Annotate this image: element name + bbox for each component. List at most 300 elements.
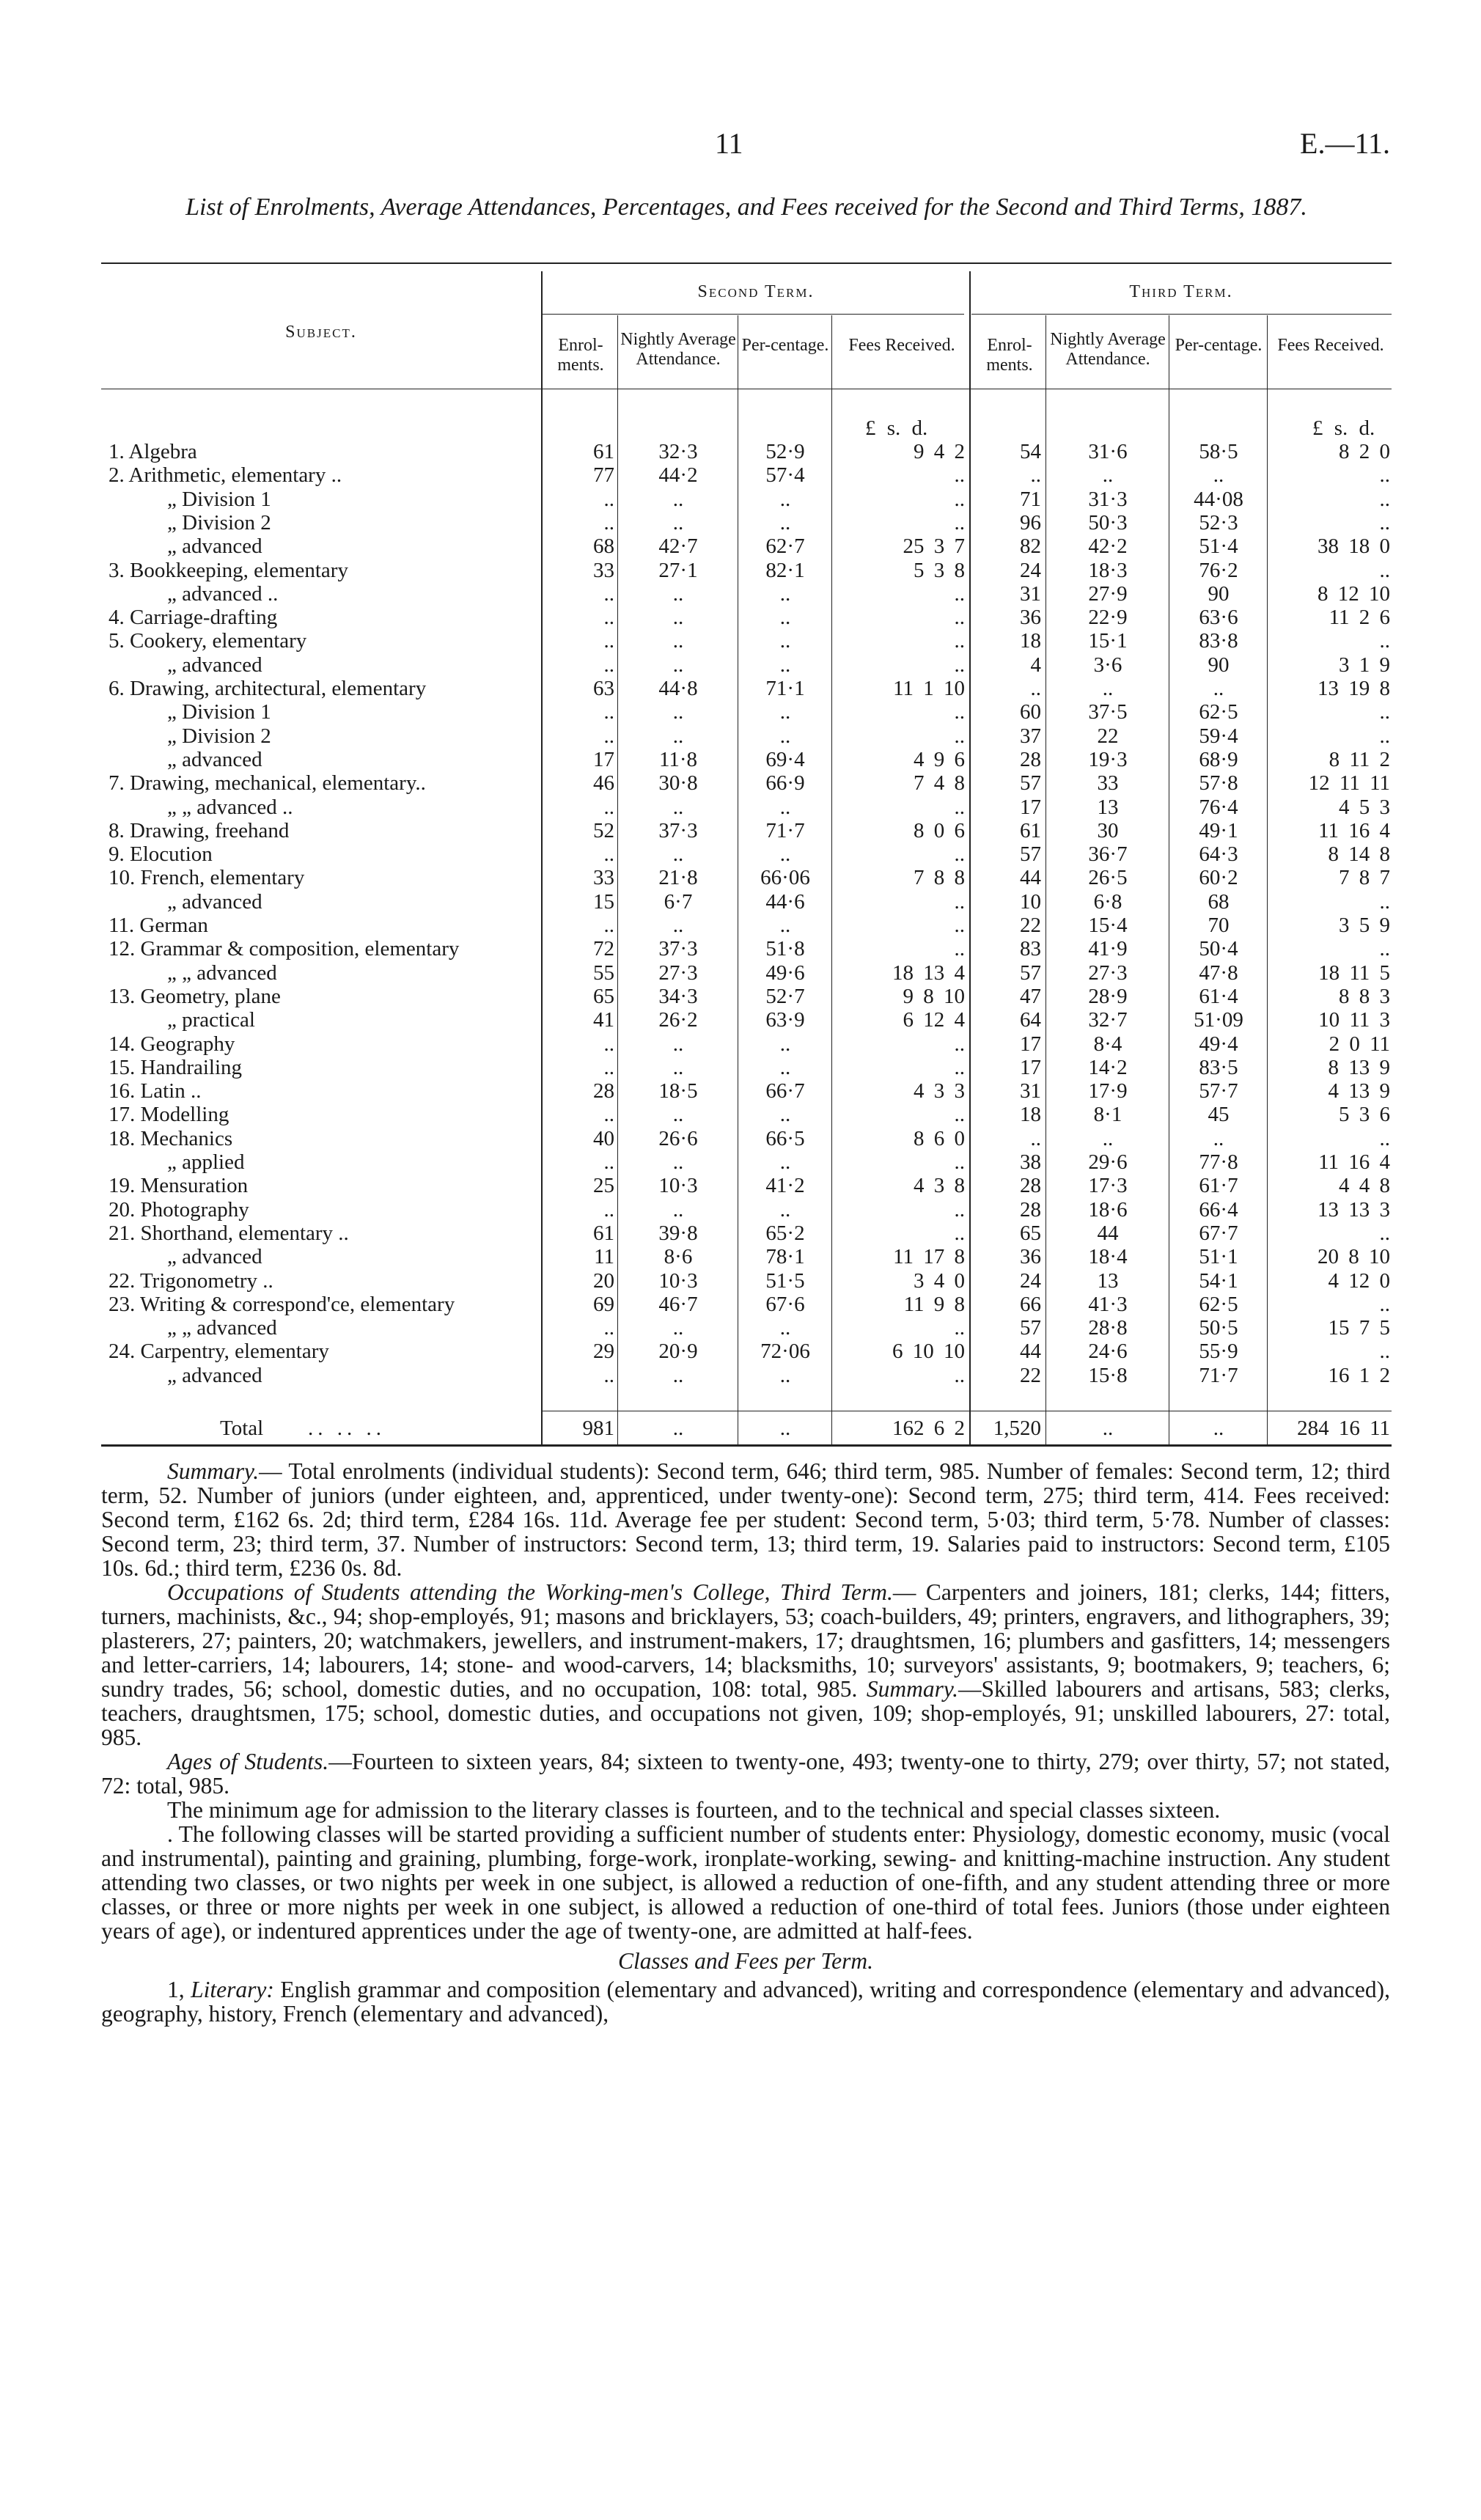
subject-cell: „ „ advanced [167,1316,277,1340]
subject-cell: „ advanced [167,1245,262,1269]
fees-2-cell: .. [954,629,965,653]
subject-cell: 10. French, elementary [109,866,305,890]
table-row [0,796,1481,820]
attendance-3-cell: .. [1102,1126,1114,1150]
percentage-3-cell: 90 [1208,581,1230,606]
percentage-3-cell: 60·2 [1199,866,1238,890]
enrolments-2-cell: .. [603,1032,614,1056]
total-row [0,1417,1481,1441]
enrolments-3-cell: 24 [1020,558,1041,582]
attendance-2-cell: 30·8 [658,771,698,796]
third-term-header: Third Term. [1129,282,1233,301]
attendance-2-cell: 26·2 [658,1008,698,1032]
third-term-rule [971,314,1392,315]
summary-label: Summary. [167,1458,260,1484]
fees-3-cell: 15 7 5 [1328,1316,1390,1340]
attendance-3-cell: 22·9 [1088,606,1128,630]
percentage-3-cell: 58·5 [1199,440,1238,463]
fees-3-cell: 11 16 4 [1318,1150,1390,1174]
percentage-header-2: Per-centage. [741,336,829,355]
attendance-2-cell: 6·7 [664,889,693,914]
fees-2-cell: .. [954,487,965,511]
subject-cell: 13. Geometry, plane [109,984,281,1008]
percentage-2-cell: 51·5 [765,1268,805,1293]
percentage-2-cell: 66·9 [765,771,805,796]
percentage-3-cell: .. [1213,463,1224,488]
percentage-3-cell: 61·7 [1199,1174,1238,1198]
enrolments-3-cell: 82 [1020,535,1041,559]
attendance-3-cell: 27·9 [1088,581,1128,606]
attendance-2-cell: .. [672,1316,684,1340]
enrolments-2-cell: .. [603,653,614,677]
attendance-3-cell: 17·9 [1088,1079,1128,1103]
percentage-3-cell: 68 [1208,889,1230,914]
attendance-3-cell: 28·8 [1088,1316,1128,1340]
enrolments-2-cell: 33 [593,866,614,890]
attendance-3-cell: 31·3 [1088,487,1128,511]
body-text [101,1459,1390,2026]
occupations-summary-text: —Skilled labourers and artisans, 583; clerks, teachers, draughtsmen, 175; school, domestic duties, and occupations not given, 109; shop-employés, 91; unskilled labourers, 27: total, 985. [101,1676,1390,1750]
fees-3-cell: 16 1 2 [1328,1363,1390,1387]
attendance-3-cell: .. [1102,677,1114,700]
percentage-3-cell: 51·09 [1194,1008,1243,1032]
table-row [0,488,1481,512]
enrolments-2-cell: 63 [593,677,614,700]
subject-cell: 20. Photography [109,1197,249,1222]
percentage-2-cell: 66·7 [765,1079,805,1103]
enrolments-2-cell: .. [603,795,614,819]
percentage-2-cell: .. [779,1055,791,1079]
attendance-2-cell: .. [672,629,684,653]
percentage-2-cell: .. [779,487,791,511]
enrolments-3-cell: 24 [1020,1268,1041,1293]
fees-2-cell: 4 3 3 [914,1079,965,1103]
percentage-2-cell: 62·7 [765,535,805,559]
attendance-header-3: Nightly Average Attendance. [1050,330,1166,369]
fees-3-cell: .. [1379,510,1390,535]
attendance-2-cell: 11·8 [658,747,698,771]
table-row [0,1198,1481,1222]
attendance-2-cell: .. [672,700,684,724]
percentage-3-cell: 64·3 [1199,842,1238,867]
percentage-3-cell: 44·08 [1194,487,1243,511]
fees-2-cell: 25 3 7 [903,535,965,559]
fees-3-cell: 8 11 2 [1329,747,1390,771]
document-reference: E.—11. [1300,127,1390,160]
percentage-2-cell: .. [779,724,791,748]
attendance-2-cell: .. [672,1103,684,1127]
fees-2-cell: .. [954,889,965,914]
attendance-3-cell: 44 [1097,1221,1119,1245]
percentage-3-cell: 76·4 [1199,795,1238,819]
fees-2-cell: .. [954,653,965,677]
fees-2-cell: .. [954,1316,965,1340]
attendance-2-cell: .. [672,1055,684,1079]
enrolments-2-cell: 61 [593,440,614,463]
percentage-3-cell: 49·4 [1199,1032,1238,1056]
fees-3-cell: 8 14 8 [1328,842,1390,867]
enrolments-3-cell: 31 [1020,581,1041,606]
enrolments-2-cell: .. [603,914,614,937]
attendance-3-cell: 41·9 [1088,937,1128,961]
attendance-3-cell: 42·2 [1088,535,1128,559]
enrolments-2-cell: 33 [593,558,614,582]
subject-cell: 8. Drawing, freehand [109,818,290,842]
percentage-3-cell: 55·9 [1199,1340,1238,1364]
fees-3-cell: 13 19 8 [1318,677,1390,700]
occupations-paragraph [101,1580,1390,1749]
enrolments-3-cell: 22 [1020,914,1041,937]
subject-cell: 7. Drawing, mechanical, elementary.. [109,771,426,796]
attendance-2-cell: 21·8 [658,866,698,890]
table-row [0,1174,1481,1198]
fees-2-cell: 18 13 4 [892,960,965,985]
table-row [0,1316,1481,1340]
attendance-2-cell: 44·8 [658,677,698,700]
enrolments-3-cell: 57 [1020,1316,1041,1340]
fees-3-cell: 11 16 4 [1318,818,1390,842]
enrolments-3-cell: 36 [1020,606,1041,630]
table-row [0,559,1481,583]
table-row [0,914,1481,938]
fees-3-cell: 8 12 10 [1318,581,1390,606]
attendance-2-cell: .. [672,795,684,819]
enrolments-2-cell: 55 [593,960,614,985]
fees-2-cell: 11 1 10 [893,677,965,700]
fees-2-cell: 6 12 4 [903,1008,965,1032]
fees-header-3: Fees Received. [1277,336,1384,355]
table-row [0,629,1481,653]
attendance-2-cell: 27·1 [658,558,698,582]
fees-2-cell: 7 8 8 [914,866,965,890]
fees-2-cell: .. [954,914,965,937]
table-row [0,440,1481,464]
table-row [0,1269,1481,1293]
enrolments-3-cell: 83 [1020,937,1041,961]
fees-3-cell: .. [1379,1292,1390,1316]
subject-cell: 19. Mensuration [109,1174,249,1198]
percentage-3-cell: 83·5 [1199,1055,1238,1079]
subject-cell: „ Division 1 [167,700,271,724]
subject-cell: 15. Handrailing [109,1055,243,1079]
table-row [0,724,1481,749]
attendance-3-cell: 36·7 [1088,842,1128,867]
second-term-rule [543,314,964,315]
enrolments-header-2: Enrol-ments. [557,336,604,375]
attendance-2-cell: 37·3 [658,937,698,961]
percentage-2-cell: .. [779,1316,791,1340]
fees-2-cell: 6 10 10 [892,1340,965,1364]
percentage-3-cell: 61·4 [1199,984,1238,1008]
percentage-3-cell: 62·5 [1199,1292,1238,1316]
subject-cell: 23. Writing & correspond'ce, elementary [109,1292,455,1316]
percentage-2-cell: 71·1 [765,677,805,700]
subject-cell: 9. Elocution [109,842,213,867]
percentage-3-cell: 51·4 [1199,535,1238,559]
fees-2-cell: .. [954,700,965,724]
enrolments-3-cell: 18 [1020,629,1041,653]
enrolments-3-cell: 47 [1020,984,1041,1008]
fees-3-cell: .. [1379,1221,1390,1245]
fees-3-cell: .. [1379,629,1390,653]
enrolments-3-cell: 38 [1020,1150,1041,1174]
fees-3-cell: .. [1379,889,1390,914]
enrolments-3-cell: 22 [1020,1363,1041,1387]
attendance-2-cell: .. [672,487,684,511]
percentage-2-cell: .. [779,1032,791,1056]
percentage-3-cell: 47·8 [1199,960,1238,985]
percentage-2-cell: 57·4 [765,463,805,488]
enrolments-2-cell: 69 [593,1292,614,1316]
percentage-2-cell: 71·7 [765,818,805,842]
subject-column-header: Subject. [285,323,357,342]
percentage-3-cell: 50·4 [1199,937,1238,961]
table-row [0,748,1481,772]
attendance-3-cell: 37·5 [1088,700,1128,724]
enrolments-3-cell: 96 [1020,510,1041,535]
enrolments-3-cell: 57 [1020,771,1041,796]
enrolments-3-cell: 44 [1020,866,1041,890]
attendance-2-cell: .. [672,606,684,630]
attendance-2-cell: .. [672,581,684,606]
enrolments-3-cell: 64 [1020,1008,1041,1032]
table-row [0,1340,1481,1364]
subject-cell: „ „ advanced .. [167,795,293,819]
fees-2-cell: .. [954,795,965,819]
fees-2-cell: .. [954,1150,965,1174]
enrolments-3-cell: 60 [1020,700,1041,724]
enrolments-2-cell: 25 [593,1174,614,1198]
enrolments-2-cell: .. [603,581,614,606]
following-classes-paragraph: . The following classes will be started providing a sufficient number of students enter: Physiology, domestic economy, music (vocal and instrumental), painting and graining, plumbing, forge-work, ironplate-working, sewing- and knitting-machine instruction. Any student attending two classes, or two nights per week in one subject, is allowed a reduction of one-fifth, and any student attending three or more classes, or three or more nights per week in one subject, is allowed a reduction of one-third of total fees. Juniors (those under eighteen years of age), or indentured apprentices under the age of twenty-one, are admitted at half-fees. [101,1821,1390,1944]
attendance-3-cell: 15·8 [1088,1363,1128,1387]
percentage-2-cell: 66·5 [765,1126,805,1150]
attendance-3-cell: 13 [1097,795,1119,819]
percentage-3-cell: 83·8 [1199,629,1238,653]
percentage-2-cell: .. [779,606,791,630]
enrolments-2-cell: 52 [593,818,614,842]
fees-2-cell: .. [954,463,965,488]
attendance-2-cell: .. [672,653,684,677]
fees-2-cell: 4 3 8 [914,1174,965,1198]
attendance-3-cell: 13 [1097,1268,1119,1293]
percentage-3-cell: 51·1 [1199,1245,1238,1269]
total-percentage-3: .. [1213,1417,1224,1440]
enrolments-2-cell: .. [603,700,614,724]
enrolments-2-cell: .. [603,842,614,867]
enrolments-3-cell: 4 [1030,653,1041,677]
enrolments-2-cell: .. [603,487,614,511]
subject-cell: 1. Algebra [109,440,197,463]
fees-2-cell: .. [954,1103,965,1127]
fees-2-cell: .. [954,581,965,606]
percentage-2-cell: .. [779,700,791,724]
enrolments-2-cell: 28 [593,1079,614,1103]
enrolments-3-cell: 36 [1020,1245,1041,1269]
enrolments-2-cell: 29 [593,1340,614,1364]
attendance-2-cell: 46·7 [658,1292,698,1316]
subject-cell: „ advanced [167,747,262,771]
table-row [0,511,1481,535]
percentage-2-cell: .. [779,653,791,677]
attendance-3-cell: 8·1 [1093,1103,1122,1127]
fees-2-cell: 4 9 6 [914,747,965,771]
summary-paragraph [101,1459,1390,1580]
fees-2-cell: 8 0 6 [914,818,965,842]
fees-2-cell: 7 4 8 [914,771,965,796]
subject-cell: „ advanced .. [167,581,279,606]
table-row [0,1364,1481,1388]
enrolments-2-cell: 72 [593,937,614,961]
percentage-header-3: Per-centage. [1175,336,1263,355]
subject-cell: 11. German [109,914,208,937]
attendance-3-cell: 24·6 [1088,1340,1128,1364]
percentage-3-cell: 70 [1208,914,1230,937]
attendance-2-cell: 20·9 [658,1340,698,1364]
percentage-2-cell: .. [779,581,791,606]
subject-cell: 24. Carpentry, elementary [109,1340,329,1364]
table-row [0,1056,1481,1080]
table-row [0,1127,1481,1151]
enrolments-3-cell: 66 [1020,1292,1041,1316]
fees-2-cell: 9 4 2 [914,440,965,463]
attendance-2-cell: 34·3 [658,984,698,1008]
table-row [0,961,1481,985]
enrolments-2-cell: .. [603,1316,614,1340]
fees-2-cell: .. [954,606,965,630]
attendance-2-cell: .. [672,914,684,937]
subject-cell: „ advanced [167,535,262,559]
percentage-2-cell: .. [779,914,791,937]
attendance-3-cell: 17·3 [1088,1174,1128,1198]
table-row [0,535,1481,559]
table-row [0,463,1481,488]
attendance-3-cell: 32·7 [1088,1008,1128,1032]
enrolments-2-cell: 46 [593,771,614,796]
fees-3-cell: 4 4 8 [1339,1174,1390,1198]
table-row [0,700,1481,724]
money-units-3: £ s. d. [1312,416,1375,440]
enrolments-3-cell: 65 [1020,1221,1041,1245]
enrolments-2-cell: .. [603,1363,614,1387]
literary-number: 1, [167,1977,185,2002]
enrolments-2-cell: .. [603,1103,614,1127]
subject-cell: 14. Geography [109,1032,235,1056]
attendance-2-cell: .. [672,724,684,748]
attendance-3-cell: 31·6 [1088,440,1128,463]
percentage-2-cell: 78·1 [765,1245,805,1269]
table-row [0,819,1481,843]
enrolments-2-cell: 20 [593,1268,614,1293]
fees-3-cell: 4 5 3 [1339,795,1390,819]
attendance-3-cell: 41·3 [1088,1292,1128,1316]
enrolments-3-cell: 54 [1020,440,1041,463]
percentage-3-cell: 66·4 [1199,1197,1238,1222]
attendance-header-2: Nightly Average Attendance. [620,330,736,369]
table-row [0,1103,1481,1127]
percentage-3-cell: 63·6 [1199,606,1238,630]
fees-3-cell: .. [1379,700,1390,724]
table-row [0,606,1481,630]
attendance-3-cell: 6·8 [1093,889,1122,914]
fees-3-cell: 8 13 9 [1328,1055,1390,1079]
table-caption: List of Enrolments, Average Attendances, Percentages, and Fees received for the Second and Third Terms, 1887. [185,194,1307,221]
fees-3-cell: 3 1 9 [1339,653,1390,677]
percentage-2-cell: .. [779,629,791,653]
attendance-2-cell: .. [672,842,684,867]
fees-3-cell: 11 2 6 [1329,606,1390,630]
fees-3-cell: 8 8 3 [1339,984,1390,1008]
enrolments-3-cell: .. [1030,677,1041,700]
attendance-3-cell: .. [1102,463,1114,488]
percentage-2-cell: .. [779,1197,791,1222]
percentage-2-cell: 52·7 [765,984,805,1008]
table-row [0,1150,1481,1175]
fees-2-cell: 3 4 0 [914,1268,965,1293]
enrolments-3-cell: 28 [1020,1197,1041,1222]
fees-2-cell: .. [954,1363,965,1387]
table-row [0,985,1481,1009]
fees-header-2: Fees Received. [848,336,955,355]
enrolments-3-cell: 17 [1020,1055,1041,1079]
enrolments-2-cell: .. [603,1197,614,1222]
table-row [0,582,1481,606]
enrolments-2-cell: .. [603,606,614,630]
attendance-2-cell: .. [672,1197,684,1222]
enrolments-3-cell: 28 [1020,747,1041,771]
table-row [0,1222,1481,1246]
table-bottom-rule [101,1444,1392,1447]
summary-text: — Total enrolments (individual students): Second term, 646; third term, 985. Number of females: Second term, 12; third term, 52. Number of juniors (under eighteen, and, apprenticed, under twenty-one): Second term, 275; third term, 414. Fees received: Second term, £162 6s. 2d; third term, £284 16s. 11d. Average fee per student: Second term, 5·03; third term, 5·78. Number of classes: Second term, 23; third term, 37. Number of instructors: Second term, 13; third term, 19. Salaries paid to instructors: Second term, £105 10s. 6d.; third term, £236 0s. 8d. [101,1458,1390,1581]
fees-3-cell: .. [1379,724,1390,748]
fees-2-cell: .. [954,842,965,867]
table-row [0,677,1481,701]
total-enrolments-3: 1,520 [993,1417,1041,1440]
enrolments-2-cell: 61 [593,1221,614,1245]
enrolments-2-cell: 40 [593,1126,614,1150]
ages-label: Ages of Students. [167,1749,329,1774]
enrolments-3-cell: 37 [1020,724,1041,748]
table-row [0,771,1481,796]
literary-paragraph [101,1977,1390,2026]
percentage-3-cell: 57·7 [1199,1079,1238,1103]
attendance-3-cell: 8·4 [1093,1032,1122,1056]
attendance-3-cell: 22 [1097,724,1119,748]
occupations-summary-label: Summary. [866,1676,958,1702]
percentage-2-cell: 44·6 [765,889,805,914]
table-row [0,937,1481,961]
fees-2-cell: 5 3 8 [914,558,965,582]
literary-text: English grammar and composition (elementary and advanced), writing and correspondence (elementary and advanced), geography, history, French (elementary and advanced), [101,1977,1391,2027]
percentage-2-cell: 41·2 [765,1174,805,1198]
attendance-2-cell: 10·3 [658,1268,698,1293]
enrolments-3-cell: 57 [1020,960,1041,985]
ages-text: —Fourteen to sixteen years, 84; sixteen to twenty-one, 493; twenty-one to thirty, 279; over thirty, 57; not stated, 72: total, 985. [101,1749,1390,1799]
subject-cell: 21. Shorthand, elementary .. [109,1221,349,1245]
money-units-2: £ s. d. [865,416,928,440]
leader-dots: .. .. .. [308,1417,386,1440]
attendance-2-cell: 42·7 [658,535,698,559]
attendance-2-cell: 10·3 [658,1174,698,1198]
subject-cell: 5. Cookery, elementary [109,629,307,653]
subject-cell: „ Division 1 [167,487,271,511]
total-fees-3: 284 16 11 [1297,1417,1390,1440]
fees-2-cell: .. [954,937,965,961]
fees-3-cell: 38 18 0 [1318,535,1390,559]
fees-3-cell: .. [1379,487,1390,511]
occupations-label: Occupations of Students attending the Working-men's College, Third Term. [167,1579,893,1605]
enrolments-2-cell: 17 [593,747,614,771]
